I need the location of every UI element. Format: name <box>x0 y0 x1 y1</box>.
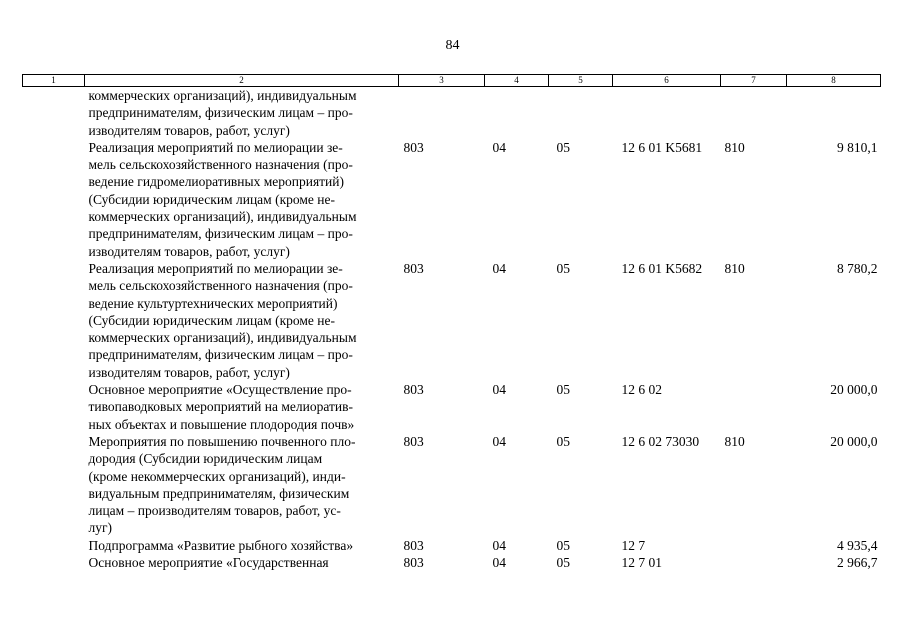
row-subsection <box>549 87 613 139</box>
row-subsection: 05 <box>556 139 570 155</box>
row-expense-type <box>721 381 787 433</box>
row-section: 04 <box>492 382 506 398</box>
row-expense-type: 810 <box>724 260 745 276</box>
row-target-code: 12 6 02 73030 <box>621 433 700 449</box>
row-sum: 9 810,1 <box>837 139 878 155</box>
row-subsection: 05 <box>556 537 570 553</box>
row-number <box>23 433 85 537</box>
table-row <box>23 537 881 554</box>
header-col-4: 4 <box>485 75 549 87</box>
row-subsection: 05 <box>556 382 570 398</box>
header-col-2: 2 <box>85 75 399 87</box>
row-grbs: 803 <box>403 139 424 155</box>
row-target-code: 12 7 01 <box>621 555 662 571</box>
row-grbs: 803 <box>403 260 424 276</box>
row-target-code <box>613 87 721 139</box>
row-description: Мероприятия по повышению почвенного пло- дородия (Субсидии юридическим лицам (кроме некоммерческих организаций), инди- видуальным предпринимателям, физическим лицам – производителям товаров, работ, ус- луг) <box>88 433 356 536</box>
row-sum: 8 780,2 <box>837 260 878 276</box>
row-expense-type: 810 <box>724 139 745 155</box>
table-row <box>23 554 881 571</box>
row-expense-type <box>721 537 787 554</box>
row-grbs: 803 <box>403 382 424 398</box>
row-target-code: 12 6 01 K5682 <box>621 260 703 276</box>
row-description: Основное мероприятие «Осуществление про- тивопаводковых мероприятий на мелиоратив- ных объектах и повышение плодородия почв» <box>88 382 355 432</box>
row-sum: 20 000,0 <box>830 433 878 449</box>
row-sum: 20 000,0 <box>830 382 878 398</box>
row-number <box>23 260 85 381</box>
row-subsection: 05 <box>556 433 570 449</box>
row-section: 04 <box>492 260 506 276</box>
table-row <box>23 381 881 433</box>
budget-table <box>22 74 881 571</box>
row-grbs: 803 <box>403 433 424 449</box>
row-number <box>23 554 85 571</box>
header-col-1: 1 <box>23 75 85 87</box>
table-row <box>23 87 881 139</box>
row-target-code: 12 7 <box>621 537 646 553</box>
row-grbs: 803 <box>403 537 424 553</box>
row-expense-type <box>721 87 787 139</box>
table-row <box>23 139 881 260</box>
row-description: Подпрограмма «Развитие рыбного хозяйства» <box>88 537 354 553</box>
row-sum <box>787 87 881 139</box>
row-target-code: 12 6 02 <box>621 382 662 398</box>
header-col-5: 5 <box>549 75 613 87</box>
row-section: 04 <box>492 433 506 449</box>
row-section: 04 <box>492 139 506 155</box>
header-row <box>23 75 881 87</box>
row-subsection: 05 <box>556 555 570 571</box>
row-number <box>23 381 85 433</box>
row-number <box>23 139 85 260</box>
row-sum: 2 966,7 <box>837 555 878 571</box>
row-section <box>485 87 549 139</box>
row-expense-type <box>721 554 787 571</box>
row-target-code: 12 6 01 K5681 <box>621 139 703 155</box>
row-description: Реализация мероприятий по мелиорации зе- мель сельскохозяйственного назначения (про- ведение гидромелиоративных мероприятий) (Субсидии юридическим лицам (кроме не- коммерческих организаций), индивидуальным предпринимателям, физическим лицам – про- изводителям товаров, работ, услуг) <box>88 139 357 259</box>
row-expense-type: 810 <box>724 433 745 449</box>
header-col-6: 6 <box>613 75 721 87</box>
row-subsection: 05 <box>556 260 570 276</box>
table-row <box>23 433 881 537</box>
row-number <box>23 87 85 139</box>
row-section: 04 <box>492 537 506 553</box>
header-col-8: 8 <box>787 75 881 87</box>
row-grbs: 803 <box>403 555 424 571</box>
page-number: 84 <box>445 38 460 53</box>
table-header <box>23 75 881 87</box>
table-body <box>23 87 881 572</box>
header-col-3: 3 <box>399 75 485 87</box>
row-grbs <box>399 87 485 139</box>
header-col-7: 7 <box>721 75 787 87</box>
row-sum: 4 935,4 <box>837 537 878 553</box>
row-description: Основное мероприятие «Государственная <box>88 555 329 571</box>
row-description: коммерческих организаций), индивидуальным предпринимателям, физическим лицам – про- изводителям товаров, работ, услуг) <box>88 88 357 138</box>
row-number <box>23 537 85 554</box>
row-section: 04 <box>492 555 506 571</box>
table-row <box>23 260 881 381</box>
row-description: Реализация мероприятий по мелиорации зе- мель сельскохозяйственного назначения (про- ведение культуртехнических мероприятий) (Субсидии юридическим лицам (кроме не- коммерческих организаций), индивидуальным предпринимателям, физическим лицам – про- изводителям товаров, работ, услуг) <box>88 260 357 380</box>
